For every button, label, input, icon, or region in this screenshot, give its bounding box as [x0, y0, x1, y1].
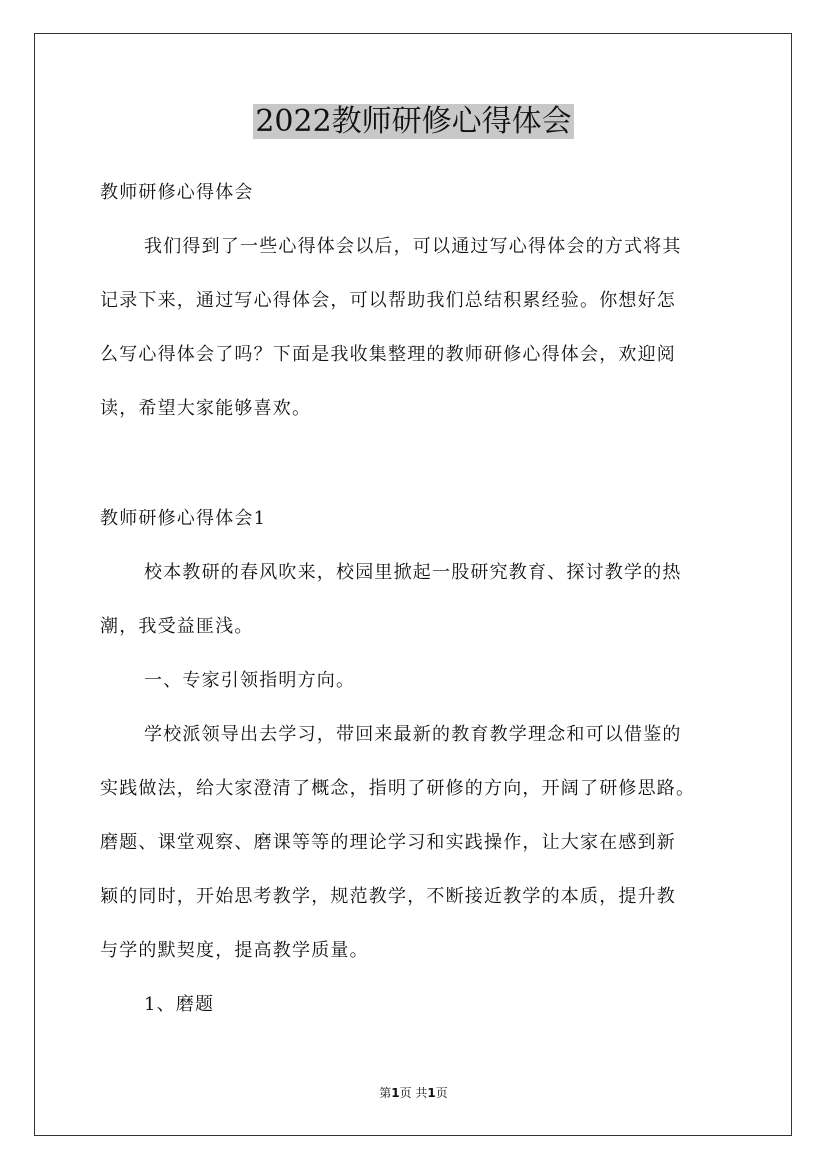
section-title: 教师研修心得体会1	[100, 508, 267, 529]
paragraph-line-4: 实践做法，给大家澄清了概念，指明了研修的方向，开阔了研修思路。	[100, 778, 696, 799]
page-footer	[0, 1084, 827, 1102]
footer-suffix: 页	[435, 1086, 448, 1100]
intro-line-1: 我们得到了一些心得体会以后，可以通过写心得体会的方式将其	[144, 236, 682, 257]
intro-line-3: 么写心得体会了吗？下面是我收集整理的教师研修心得体会，欢迎阅	[100, 344, 676, 365]
footer-current-page: 1	[391, 1086, 400, 1100]
paragraph-line-2: 潮，我受益匪浅。	[100, 616, 254, 637]
document-title-text: 2022教师研修心得体会	[255, 104, 572, 139]
subtitle: 教师研修心得体会	[100, 182, 254, 203]
paragraph-line-3: 学校派领导出去学习，带回来最新的教育教学理念和可以借鉴的	[144, 724, 682, 745]
paragraph-line-1: 校本教研的春风吹来，校园里掀起一股研究教育、探讨教学的热	[144, 562, 682, 583]
intro-line-4: 读，希望大家能够喜欢。	[100, 398, 312, 419]
footer-total-pages: 1	[427, 1086, 436, 1100]
paragraph-line-5: 磨题、课堂观察、磨课等等的理论学习和实践操作，让大家在感到新	[100, 832, 676, 853]
intro-line-2: 记录下来，通过写心得体会，可以帮助我们总结积累经验。你想好怎	[100, 290, 676, 311]
heading-expert-guidance: 一、专家引领指明方向。	[144, 670, 356, 691]
document-title	[0, 100, 827, 144]
footer-prefix: 第	[379, 1086, 392, 1100]
subheading-topic-polishing: 1、磨题	[144, 994, 215, 1015]
paragraph-line-6: 颖的同时，开始思考教学，规范教学，不断接近教学的本质，提升教	[100, 886, 676, 907]
footer-mid: 页 共	[399, 1086, 428, 1100]
paragraph-line-7: 与学的默契度，提高教学质量。	[100, 940, 369, 961]
